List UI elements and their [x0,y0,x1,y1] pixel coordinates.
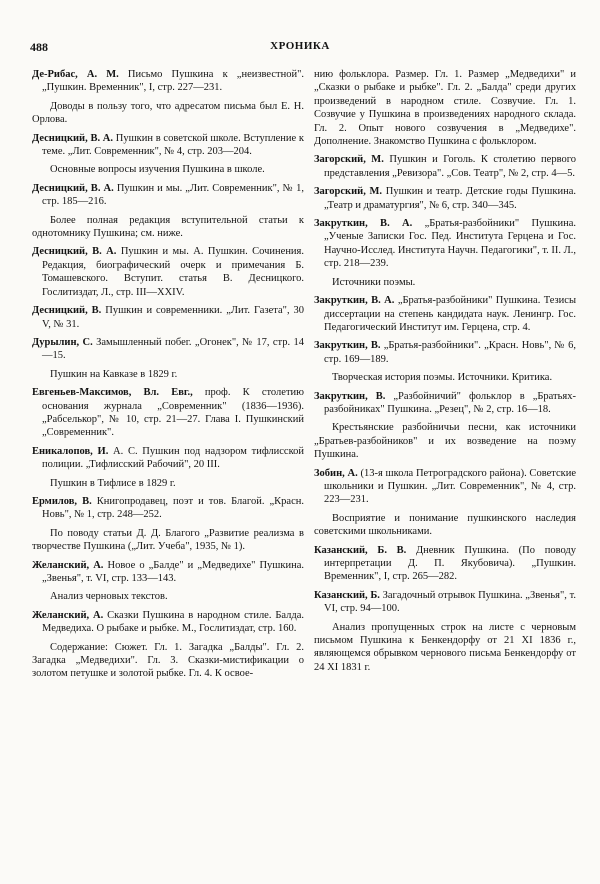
annotation-note: По поводу статьи Д. Д. Благого „Развитие реализма в творчестве Пушкина („Лит. Учеба", 1935, № 1). [32,527,304,553]
running-title: ХРОНИКА [270,40,330,52]
annotation-note: Более полная редакция вступительной статьи к однотомнику Пушкина; см. ниже. [32,214,304,240]
entry-text: Пушкин и Гоголь. К столетию первого представления „Ревизора". „Сов. Театр", № 2, стр. 4—5. [324,154,577,179]
entry-text: проф. К столетию основания журнала „Современник" (1836—1936). „Рабселькор", № 10, стр. 21—27. Глава I. Пушкинский „Современник". [42,387,304,439]
bibliography-entry [314,544,576,584]
entry-author: Закруткин, В. [314,340,381,352]
annotation-note: Источники поэмы. [332,276,416,288]
entry-author: Закруткин, В. А. [314,218,413,230]
entry-text: „Разбойничий" фольклор в „Братьях-разбойниках" Пушкина. „Резец", № 2, стр. 16—18. [324,390,577,415]
bibliography-entry [32,386,304,440]
entry-author: Казанский, Б. [314,589,380,601]
entry-text: Письмо Пушкина к „неизвестной". „Пушкин. Временник", I, стр. 227—231. [42,69,304,94]
entry-text: Новое о „Балде" и „Медведихе" Пушкина. „Звенья", т. VI, стр. 133—143. [42,559,305,584]
entry-author: Ермилов, В. [32,495,92,507]
entry-author: Десницкий, В. А. [32,182,114,194]
bibliography-entry [314,589,576,616]
entry-text: „Братья-разбойники" Пушкина. „Ученые Записки Гос. Пед. Института Герцена и Гос. Научно-Исслед. Института Научн. Педагогики", т. II. Л., стр. 218—239. [324,218,577,270]
entry-author: Закруткин, В. [314,390,386,402]
entry-text: Пушкин и современники. „Лит. Газета", 30 V, № 31. [42,305,305,330]
entry-author: Десницкий, В. [32,305,102,317]
bibliography-entry [314,339,576,366]
annotation-note: Анализ пропущенных строк на листе с черновым письмом Пушкина к Бенкендорфу от 21 XI 1836 г., являющемся обрывком чернового письма Бенкендорфу от 24 XI 1831 г. [314,621,576,673]
entry-author: Дурылин, С. [32,336,93,348]
entry-author: Десницкий, В. А. [32,246,117,258]
annotation-note: Анализ черновых текстов. [50,591,168,603]
entry-text: „Братья-разбойники" Пушкина. Тезисы диссертации на степень кандидата наук. Ленингр. Гос. Педагогический Институт им. Герцена, стр. 4. [324,295,577,333]
bibliography-entry [314,185,576,212]
bibliography-entry [32,68,304,95]
entry-author: Зобин, А. [314,467,358,479]
bibliography-entry [32,559,304,586]
bibliography-entry [32,609,304,636]
bibliography-entry [314,390,576,417]
annotation-note: Творческая история поэмы. Источники. Критика. [332,372,553,384]
left-column [32,68,304,686]
annotation-note: Пушкин в Тифлисе в 1829 г. [50,477,176,489]
annotation-note: Восприятие и понимание пушкинского наследия советскими школьниками. [314,512,576,538]
entry-text: Книгопродавец, поэт и тов. Благой. „Красн. Новь", № 1, стр. 248—252. [42,495,304,521]
bibliography-entry [314,467,576,507]
entry-author: Де-Рибас, А. М. [32,69,119,80]
bibliography-entry [32,182,304,209]
entry-author: Евгеньев-Максимов, Вл. Евг., [32,387,193,399]
entry-author: Закруткин, В. А. [314,295,395,307]
bibliography-entry [314,153,576,180]
entry-text: Сказки Пушкина в народном стиле. Балда. Медведиха. О рыбаке и рыбке. М., Гослитиздат, стр. 160. [42,609,304,635]
entry-text: Пушкин в советской школе. Вступление к теме. „Лит. Современник", № 4, стр. 203—204. [42,132,305,158]
annotation-note: Крестьянские разбойничьи песни, как источники „Братьев-разбойников" и их возведение на поэму Пушкина. [314,422,576,461]
entry-author: Желанский, А. [32,609,104,621]
annotation-note: Содержание: Сюжет. Гл. 1. Загадка „Балды". Гл. 2. Загадка „Медведихи". Гл. 3. Сказки-мистификации о золотом петушке и золотой рыбке. Гл. 4. К освое- [32,641,304,680]
entry-author: Казанский, Б. В. [314,544,407,556]
entry-text: Пушкин и мы. „Лит. Современник", № 1, стр. 185—216. [42,182,305,208]
right-column [314,68,576,679]
bibliography-entry [32,304,304,331]
entry-author: Желанский, А. [32,559,104,571]
annotation-note: Доводы в пользу того, что адресатом письма был Е. Н. Орлова. [32,100,304,126]
bibliography-entry [32,245,304,299]
continued-text: нию фольклора. Размер. Гл. 1. Размер „Медведихи" и „Сказки о рыбаке и рыбке". Гл. 2. „Балда" среди других произведений в народном стиле. Созвучие. Гл. 1. Созвучие у Пушкина в произведениях народного склада. Гл. 2. Опыт нового созвучения в „Медведихе". Дополнение. Знакомство Пушкина с фольклором. [314,69,576,148]
entry-text: „Братья-разбойники". „Красн. Новь", № 6, стр. 169—189. [324,340,576,365]
entry-author: Десницкий, В. А. [32,132,114,144]
entry-author: Еникалопов, И. [32,445,109,457]
entry-text: Пушкин и театр. Детские годы Пушкина. „Театр и драматургия", № 6, стр. 340—345. [324,186,577,211]
entry-text: (13-я школа Петроградского района). Советские школьники и Пушкин. „Лит. Современник", № 4, стр. 223—231. [324,467,577,506]
running-head [30,40,570,56]
entry-author: Загорский, М. [314,186,383,198]
bibliography-entry [314,217,576,271]
bibliography-entry [32,495,304,522]
entry-author: Загорский, М. [314,154,384,166]
bibliography-entry [314,294,576,334]
annotation-note: Основные вопросы изучения Пушкина в школе. [50,164,265,176]
entry-text: Замышленный побег. „Огонек", № 17, стр. 14—15. [42,336,304,362]
entry-text: Дневник Пушкина. (По поводу интерпретации Д. П. Якубовича). „Пушкин. Временник", I, стр. 265—282. [324,544,576,583]
annotation-note: Пушкин на Кавказе в 1829 г. [50,368,178,380]
bibliography-entry [32,132,304,159]
bibliography-entry [32,336,304,363]
page-number: 488 [30,40,48,54]
entry-text: Загадочный отрывок Пушкина. „Звенья", т. VI, стр. 94—100. [324,589,577,615]
entry-text: А. С. Пушкин под надзором тифлисской полиции. „Тифлисский Рабочий", 20 III. [42,445,305,471]
entry-text: Пушкин и мы. А. Пушкин. Сочинения. Редакция, биографический очерк и примечания Б. Томашевского. Вступит. статья В. Десницкого. Гослитиздат, Л., стр. III—XXIV. [42,246,305,298]
bibliography-entry [32,445,304,472]
